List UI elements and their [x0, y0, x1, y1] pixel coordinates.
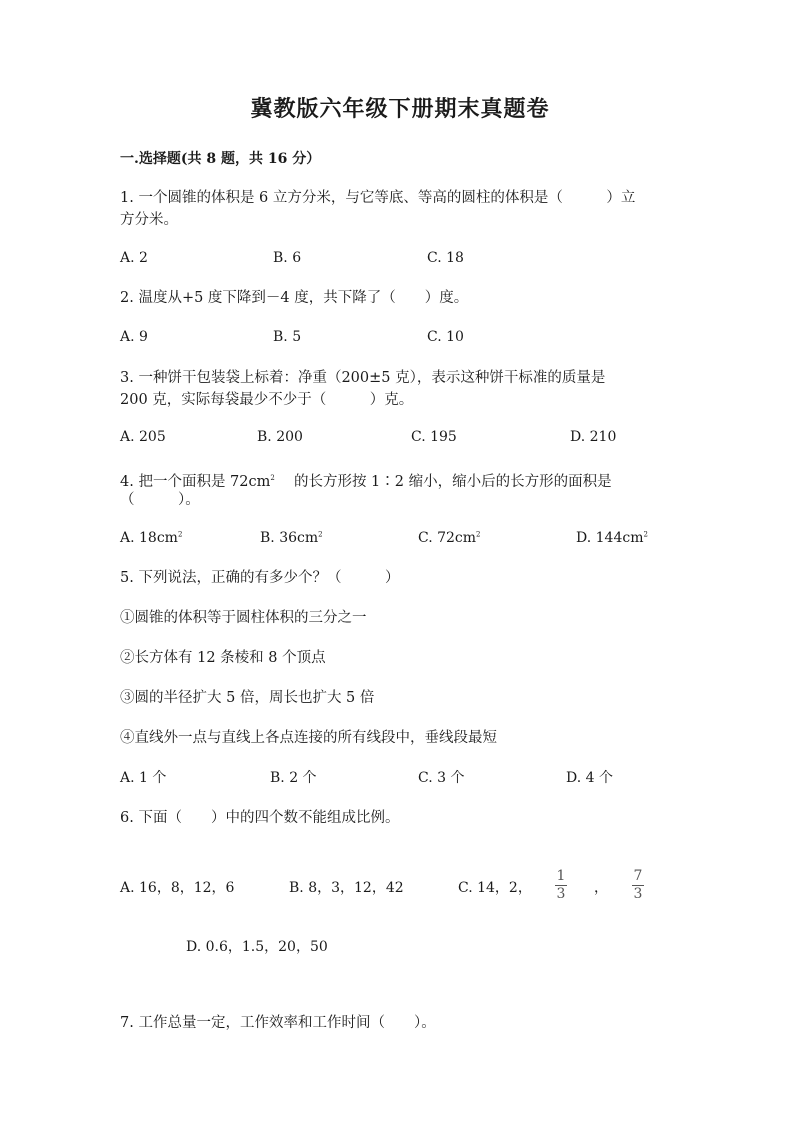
q6-text-line1: 6. 下面（ ）中的四个数不能组成比例。 [120, 810, 400, 826]
q5-option-d: D. 4 个 [566, 770, 613, 786]
q6-option-a: A. 16，8，12，6 [120, 880, 235, 896]
q4-option-b-sup: 2 [318, 530, 323, 539]
q2-option-b: B. 5 [273, 329, 302, 345]
q5-statement-1: ①圆锥的体积等于圆柱体积的三分之一 [120, 610, 367, 626]
q5-option-c: C. 3 个 [418, 770, 465, 786]
q4-option-d [576, 530, 648, 546]
q4-option-a-label: A. 18cm [120, 530, 178, 546]
q5-option-a: A. 1 个 [120, 770, 167, 786]
page-title: 冀教版六年级下册期末真题卷 [250, 96, 550, 122]
q4-option-a [120, 530, 182, 546]
q4-option-b-label: B. 36cm [260, 530, 319, 546]
q4-text-part2: 的长方形按 1∶2 缩小，缩小后的长方形的面积是 [293, 473, 612, 490]
q6-option-b: B. 8，3，12，42 [289, 880, 404, 896]
q4-option-c-sup: 2 [476, 530, 481, 539]
q3-text-line1: 3. 一种饼干包装袋上标着：净重（200±5 克），表示这种饼干标准的质量是 [120, 370, 606, 386]
q3-option-a: A. 205 [120, 429, 166, 445]
q5-statement-3: ③圆的半径扩大 5 倍，周长也扩大 5 倍 [120, 690, 375, 706]
q6-option-c: C. 14，2， [458, 880, 532, 896]
q1-option-c: C. 18 [427, 250, 464, 266]
q6-fraction-1 [555, 869, 567, 902]
q1-option-a: A. 2 [120, 250, 148, 266]
q4-option-d-label: D. 144cm [576, 530, 644, 546]
q5-option-b: B. 2 个 [270, 770, 317, 786]
q6-fraction-2-denominator: 3 [633, 886, 643, 902]
q2-option-a: A. 9 [120, 329, 148, 345]
q4-option-a-sup: 2 [177, 530, 183, 539]
q3-option-c: C. 195 [411, 429, 457, 445]
q4-superscript: 2 [270, 474, 275, 482]
q2-option-c: C. 10 [427, 329, 464, 345]
q3-option-b: B. 200 [257, 429, 303, 445]
q1-text-line1: 1. 一个圆锥的体积是 6 立方分米，与它等底、等高的圆柱的体积是（ ）立 [120, 190, 636, 206]
section-heading: 一.选择题(共 8 题，共 16 分） [120, 151, 321, 167]
q2-text-line1: 2. 温度从+5 度下降到－4 度，共下降了（ ）度。 [120, 290, 469, 306]
q4-option-d-sup: 2 [643, 530, 648, 539]
q3-option-d: D. 210 [570, 429, 617, 445]
q6-option-d: D. 0.6，1.5，20，50 [186, 939, 328, 955]
q4-text-part1: 4. 把一个面积是 72cm [120, 473, 271, 490]
q4-option-c [418, 530, 481, 546]
q6-fraction-1-numerator: 1 [556, 868, 566, 884]
q6-fraction-2 [632, 869, 644, 902]
q3-text-line2: 200 克，实际每袋最少不少于（ ）克。 [120, 392, 414, 408]
q5-statement-4: ④直线外一点与直线上各点连接的所有线段中，垂线段最短 [120, 730, 497, 746]
q6-fraction-1-denominator: 3 [556, 886, 566, 902]
q1-option-b: B. 6 [273, 250, 302, 266]
q4-option-b [260, 530, 323, 546]
q6-fraction-2-numerator: 7 [633, 868, 643, 884]
q5-statement-2: ②长方体有 12 条棱和 8 个顶点 [120, 650, 326, 666]
q4-text-line2: （ ）。 [120, 492, 200, 508]
q7-text-line1: 7. 工作总量一定，工作效率和工作时间（ ）。 [120, 1015, 436, 1031]
q5-text-line1: 5. 下列说法，正确的有多少个？（ ） [120, 570, 400, 586]
q6-option-c-comma: ， [594, 880, 608, 896]
q4-option-c-label: C. 72cm [418, 530, 477, 546]
q1-text-line2: 方分米。 [120, 212, 178, 228]
